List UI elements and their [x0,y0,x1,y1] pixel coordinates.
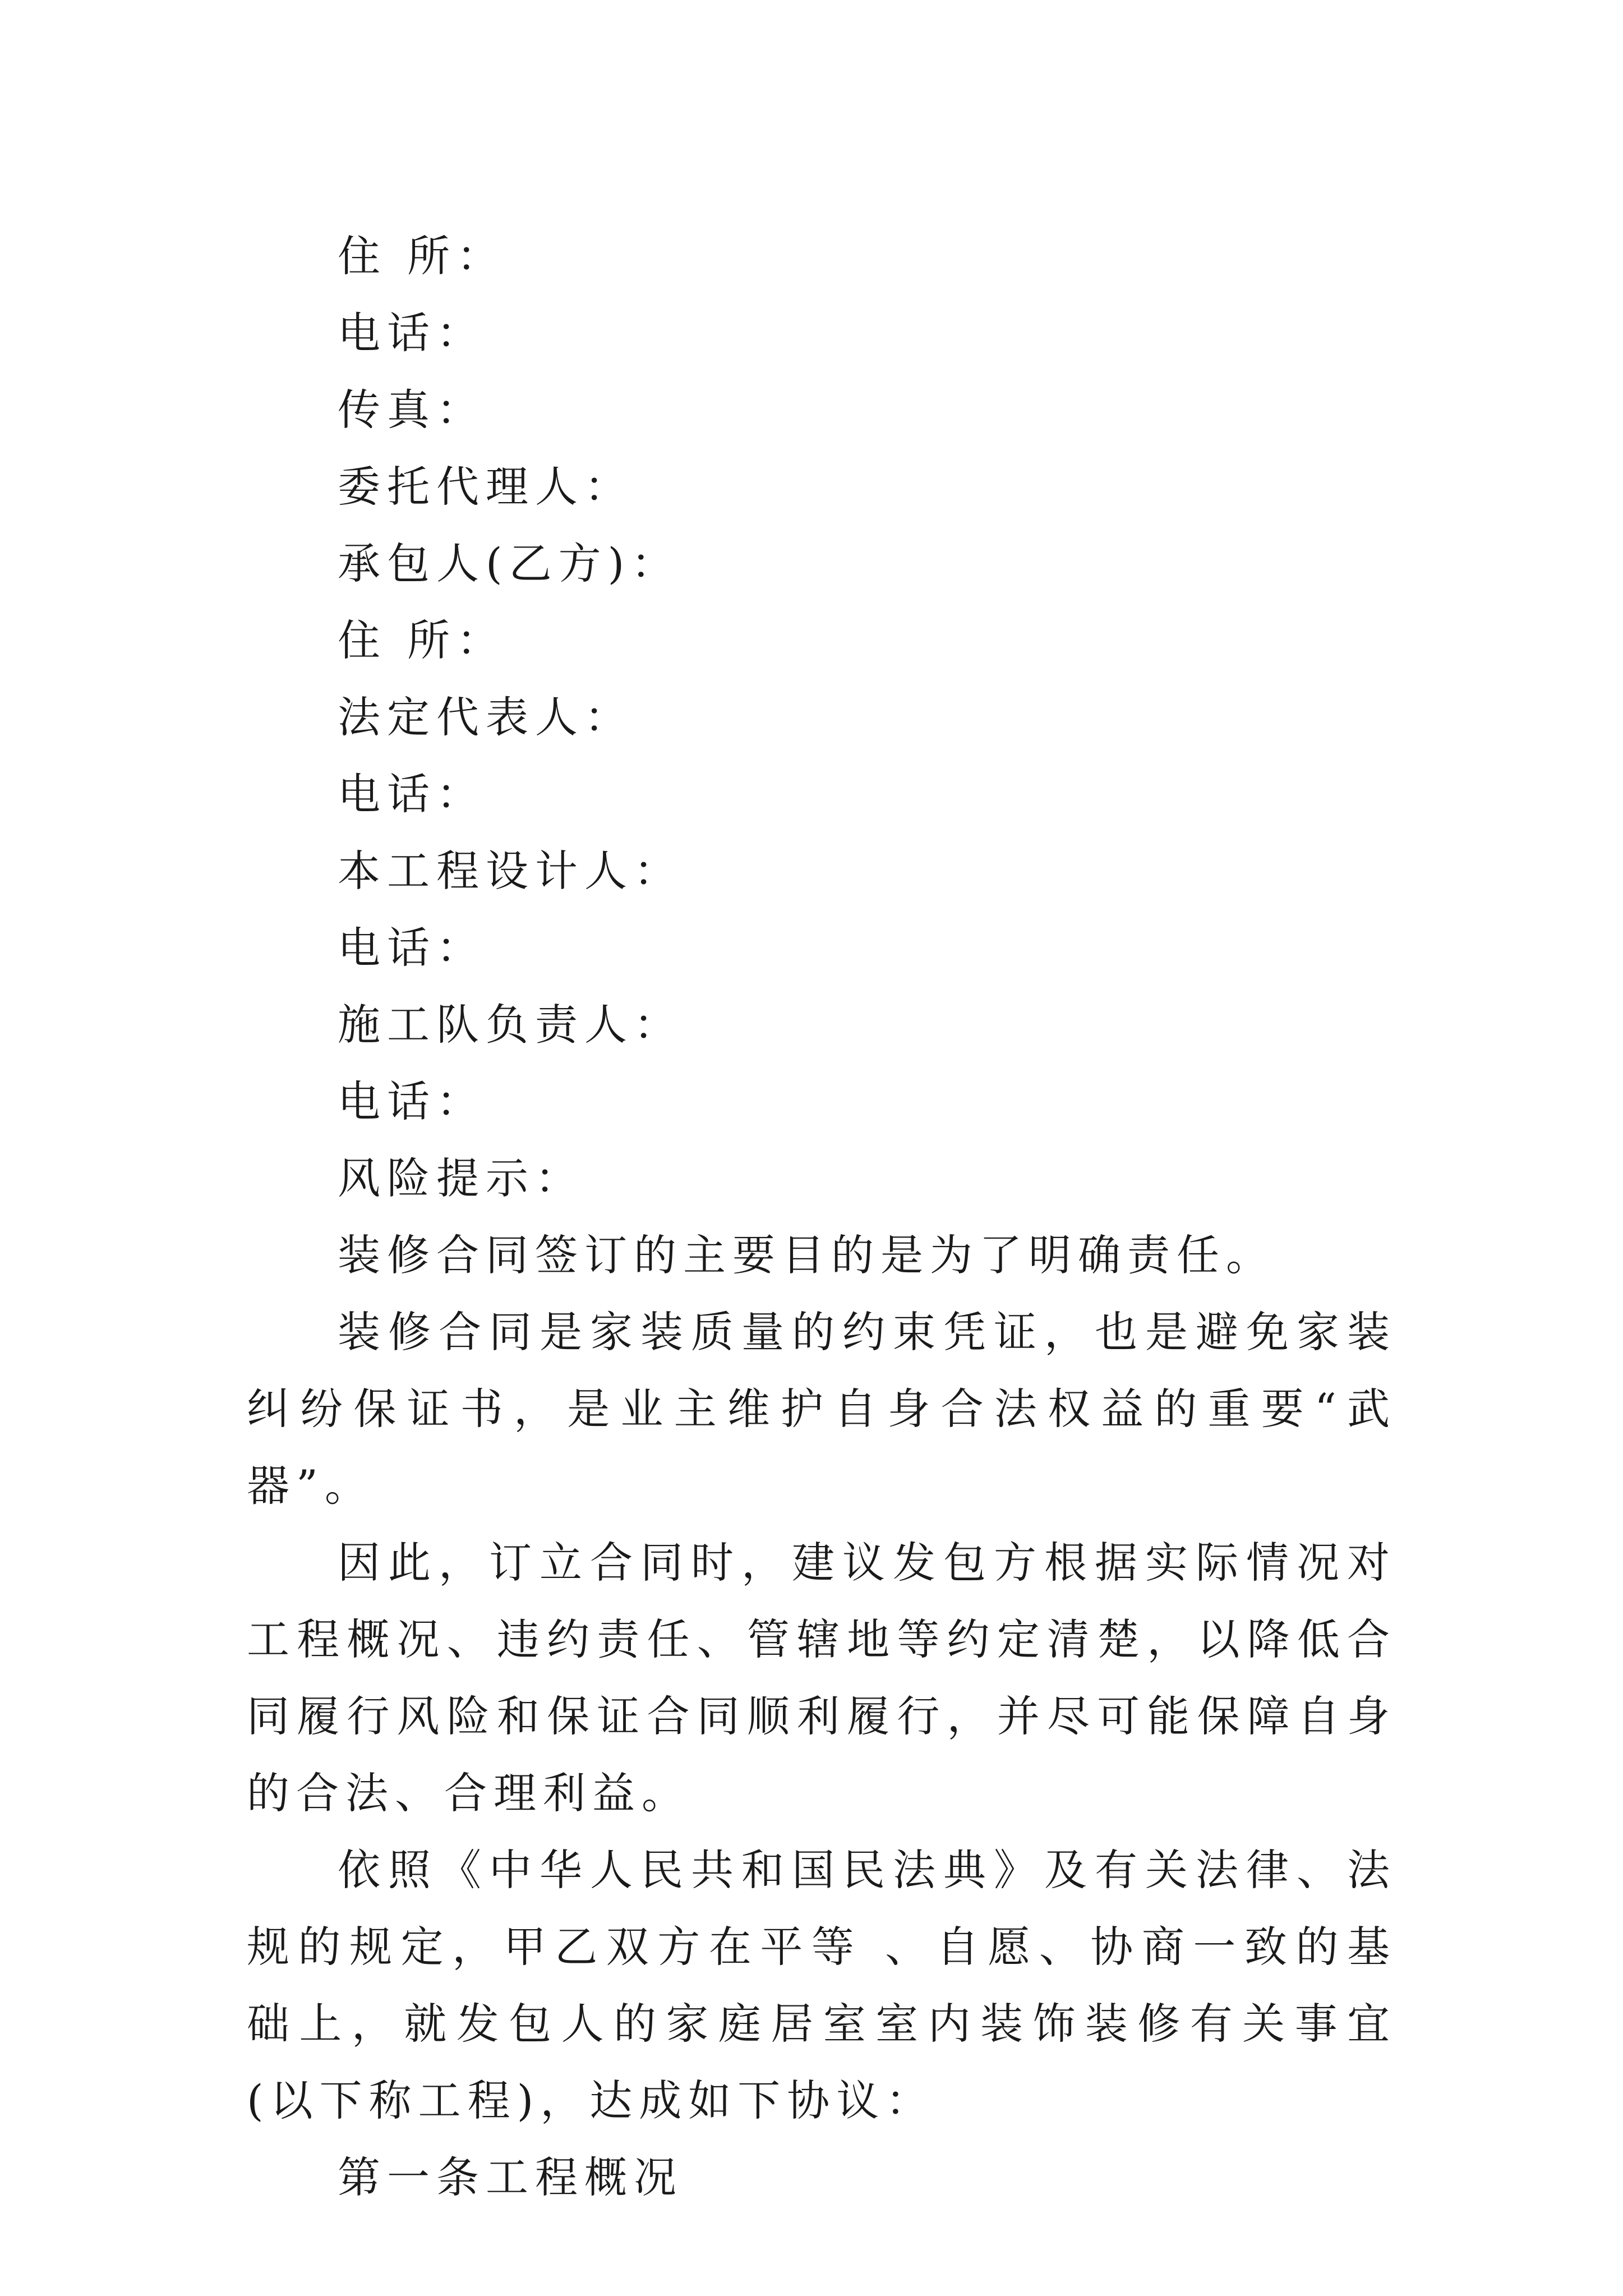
team-leader-field-label: 施工队负责人： [338,1000,683,1050]
contractor-phone-field-label: 电话： [338,769,486,819]
designer-phone-field-label: 电话： [338,923,486,973]
risk-notice-heading: 风险提示： [338,1153,584,1203]
address-field-label: 住 所： [338,231,506,281]
paragraph-legal-basis: 依照《中华人民共和国民法典》及有关法律、法规的规定，甲乙双方在平等 、自愿、协商一致的基础上，就发包人的家庭居室室内装饰装修有关事宜(以下称工程)，达成如下协议： [247,1845,1396,2125]
contractor-field-label: 承包人(乙方)： [338,539,681,588]
article-one-heading: 第一条工程概况 [338,2152,683,2202]
paragraph-contract-importance: 装修合同是家装质量的约束凭证，也是避免家装纠纷保证书，是业主维护自身合法权益的重要“武器”。 [247,1307,1396,1511]
contractor-address-field-label: 住 所： [338,615,506,665]
team-leader-phone-field-label: 电话： [338,1076,486,1126]
designer-field-label: 本工程设计人： [338,846,683,896]
legal-representative-field-label: 法定代表人： [338,692,634,742]
paragraph-advice: 因此，订立合同时，建议发包方根据实际情况对工程概况、违约责任、管辖地等约定清楚，以降低合同履行风险和保证合同顺利履行，并尽可能保障自身的合法、合理利益。 [247,1538,1396,1818]
paragraph-purpose: 装修合同签订的主要目的是为了明确责任。 [338,1230,1275,1280]
agent-field-label: 委托代理人： [338,462,634,512]
document-body [247,218,1396,2216]
phone-field-label: 电话： [338,308,486,358]
fax-field-label: 传真： [338,385,486,435]
